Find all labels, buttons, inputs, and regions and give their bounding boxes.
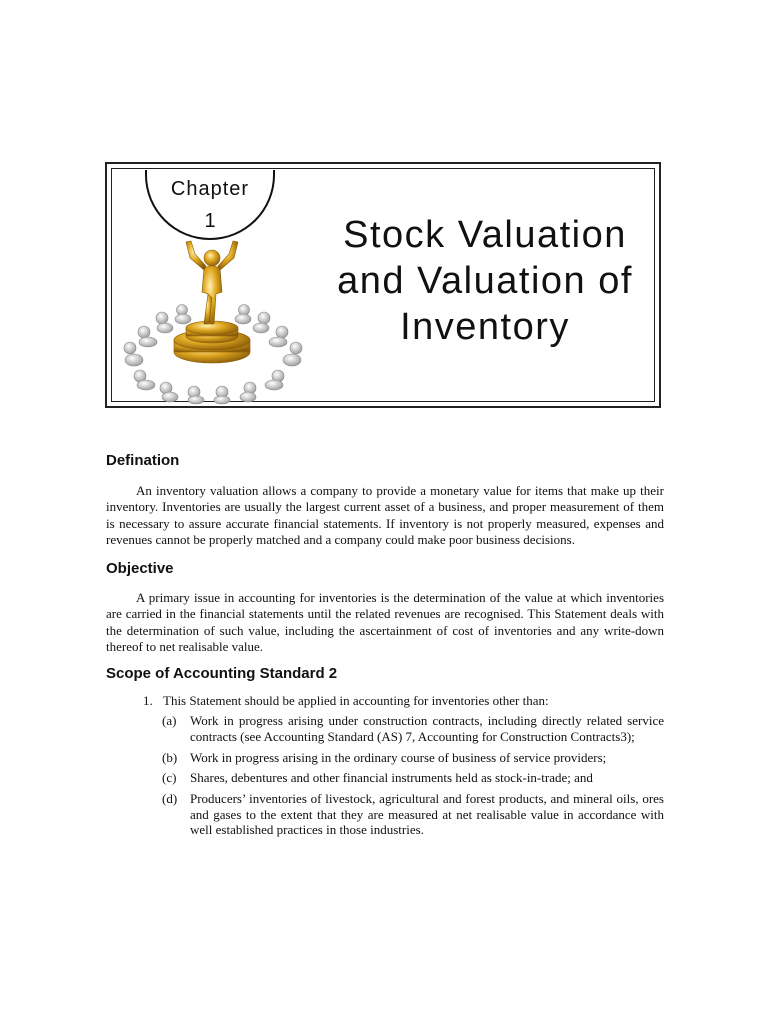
objective-paragraph: A primary issue in accounting for inventories is the determination of the value at which inventories are carried in the financial statements until the related revenues are recognised. This Statement deals with the determination of such value, including the ascertainment of cost of inventories and any write-down thereof to net realisable value. <box>106 590 664 655</box>
chapter-number: 1 <box>204 210 216 232</box>
subitem-mark: (c) <box>162 770 177 785</box>
subitem-text: Work in progress arising under construction contracts, including directly related service contracts (see Accounting Standard (AS) 7, Accounting for Construction Contracts3); <box>190 713 664 744</box>
scope-subitem-c <box>162 770 664 786</box>
title-line-1: Stock Valuation <box>343 214 627 256</box>
subitem-text: Shares, debentures and other financial instruments held as stock-in-trade; and <box>190 770 593 785</box>
objective-heading: Objective <box>106 560 174 577</box>
subitem-mark: (d) <box>162 791 178 806</box>
scope-item-number: 1. <box>143 693 153 708</box>
chapter-label: Chapter <box>170 178 250 200</box>
scope-subitem-b <box>162 750 664 766</box>
subitem-text: Producers’ inventories of livestock, agricultural and forest products, and mineral oils, ores and gases to the extent that they are measured at net realisable value in accordance with well established practices in those industries. <box>190 791 664 837</box>
subitem-mark: (a) <box>162 713 177 728</box>
chapter-illustration <box>118 240 308 405</box>
scope-item-text: This Statement should be applied in accounting for inventories other than: <box>163 693 549 708</box>
pedestal <box>174 321 250 363</box>
subitem-mark: (b) <box>162 750 178 765</box>
title-line-2: and Valuation of <box>337 260 633 302</box>
chapter-title <box>320 212 650 350</box>
title-line-3: Inventory <box>400 306 570 348</box>
scope-item-1 <box>143 693 663 709</box>
golden-figure <box>186 241 238 324</box>
definition-heading: Defination <box>106 452 180 469</box>
definition-paragraph: An inventory valuation allows a company to provide a monetary value for items that make up their inventory. Inventories are usually the largest current asset of a business, and proper measurement of them is necessary to assure accurate financial statements. If inventory is not properly measured, expenses and revenues cannot be properly matched and a company could make poor business decisions. <box>106 483 664 548</box>
scope-subitem-d <box>162 791 664 838</box>
scope-heading: Scope of Accounting Standard 2 <box>106 665 338 682</box>
subitem-text: Work in progress arising in the ordinary course of business of service providers; <box>190 750 607 765</box>
scope-subitem-a <box>162 713 664 744</box>
